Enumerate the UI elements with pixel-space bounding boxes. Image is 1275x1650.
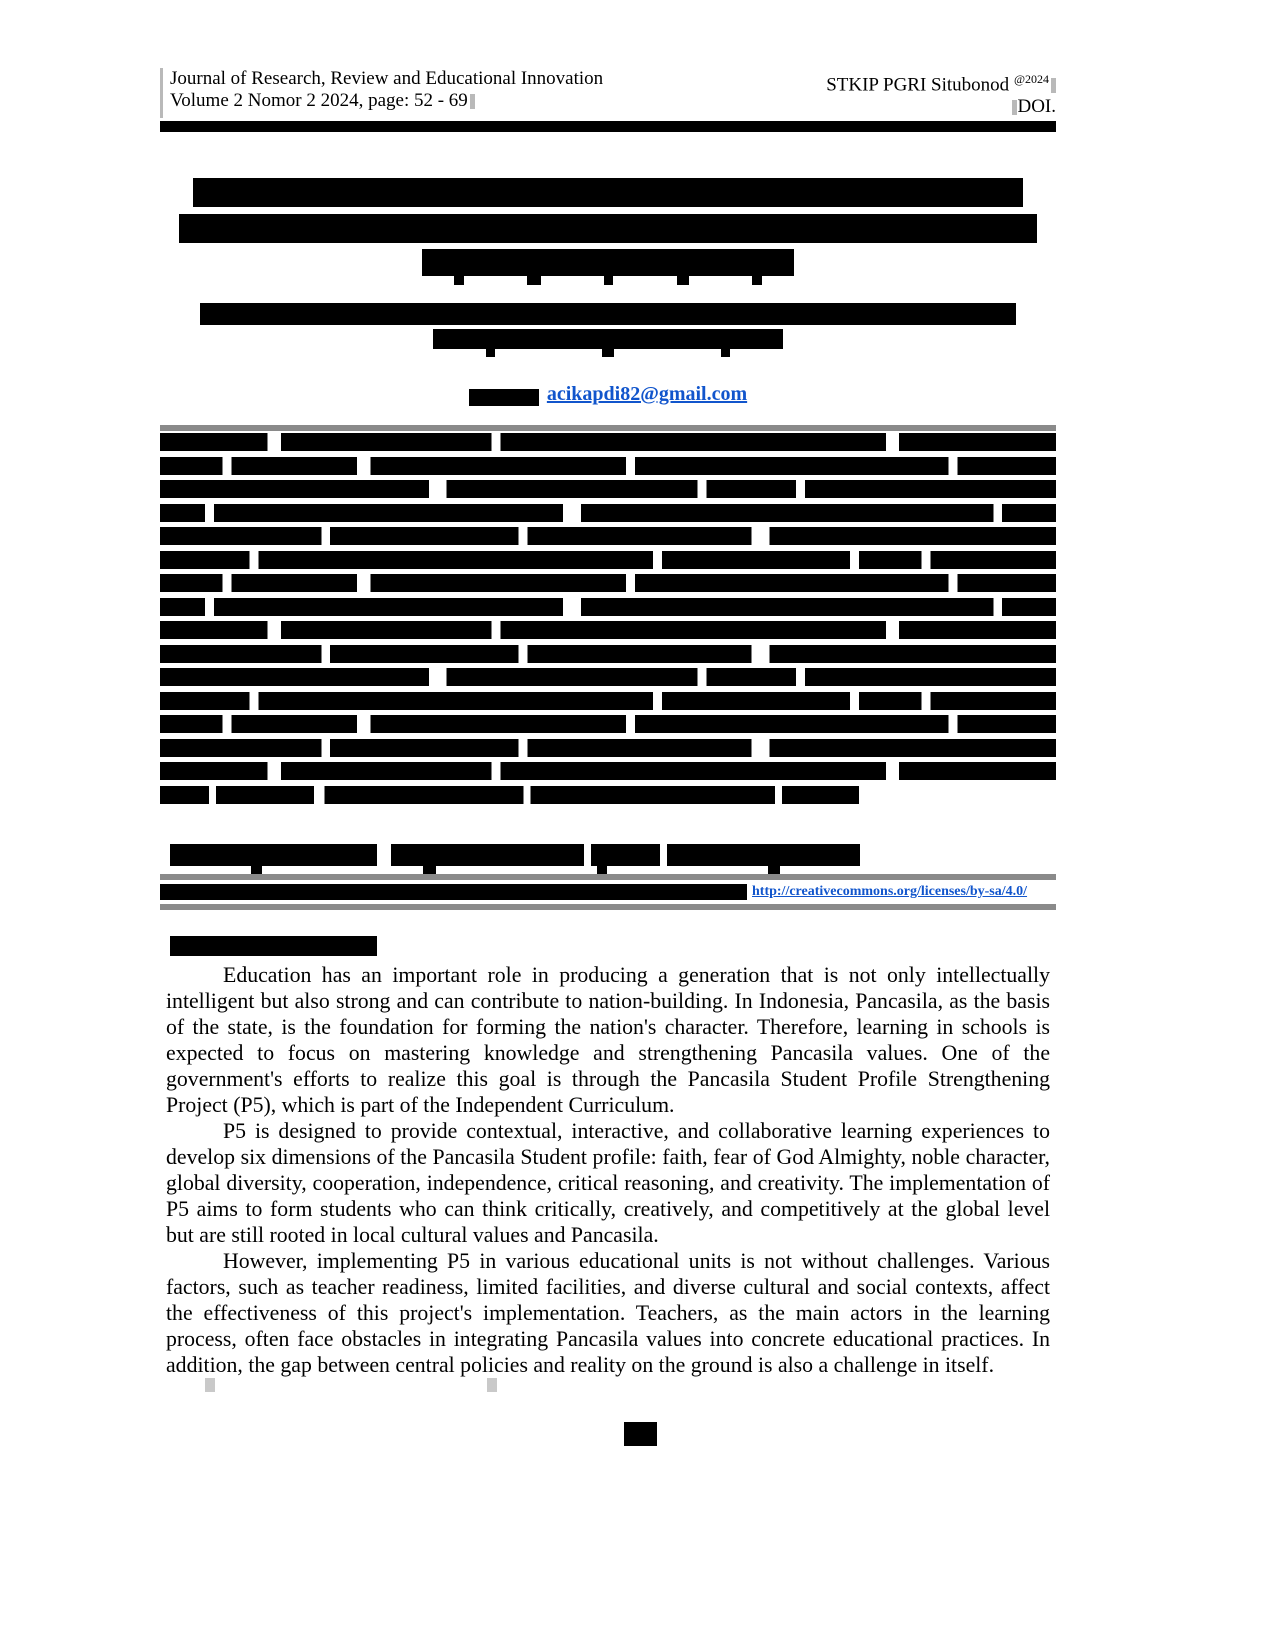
page-header bbox=[160, 68, 1056, 118]
license-top-rule bbox=[160, 874, 1056, 880]
redacted-abstract-line bbox=[160, 621, 1056, 639]
redacted-section-heading bbox=[170, 936, 377, 956]
redacted-license-text bbox=[160, 884, 747, 900]
paragraph-1: Education has an important role in producing a generation that is not only intellectually intelligent but also strong and can contribute to nation-building. In Indonesia, Pancasila, as the basis of the state, is the foundation for forming the nation's character. Therefore, learning in schools is expected to focus on mastering knowledge and strengthening Pancasila values. One of the government's efforts to realize this goal is through the Pancasila Student Profile Strengthening Project (P5), which is part of the Independent Curriculum. bbox=[166, 962, 1050, 1117]
redacted-abstract-line bbox=[160, 762, 1056, 780]
license-bottom-rule bbox=[160, 904, 1056, 910]
redacted-abstract-last-line bbox=[160, 786, 859, 804]
header-divider-bar bbox=[160, 121, 1056, 132]
header-left bbox=[160, 68, 603, 118]
redacted-abstract-line bbox=[160, 715, 1056, 733]
redacted-abstract-line bbox=[160, 457, 1056, 475]
redacted-abstract-line bbox=[160, 739, 1056, 757]
volume-info: Volume 2 Nomor 2 2024, page: 52 - 69 bbox=[170, 90, 603, 112]
abstract-top-rule bbox=[160, 425, 1056, 431]
redacted-email-label bbox=[469, 389, 539, 406]
redacted-author-line bbox=[200, 303, 1016, 325]
redacted-affiliation-line bbox=[433, 329, 783, 349]
journal-title: Journal of Research, Review and Educational Innovation bbox=[170, 68, 604, 89]
redacted-keywords-line bbox=[170, 844, 860, 866]
redacted-abstract-line bbox=[160, 433, 1056, 451]
redacted-affiliation-descenders bbox=[433, 349, 783, 357]
redacted-abstract-line bbox=[160, 645, 1056, 663]
author-email-link[interactable]: acikapdi82@gmail.com bbox=[546, 383, 748, 406]
doi-line bbox=[826, 96, 1056, 118]
redacted-title-line-3 bbox=[422, 249, 794, 276]
redacted-title-line-2 bbox=[179, 214, 1037, 243]
redacted-abstract-line bbox=[160, 692, 1056, 710]
introduction-body bbox=[166, 962, 1050, 1378]
license-url-link[interactable]: http://creativecommons.org/licenses/by-sa/4.0/ bbox=[752, 883, 1028, 899]
highlight-artifact bbox=[1051, 78, 1056, 93]
redacted-page-number bbox=[624, 1422, 657, 1446]
institution-line bbox=[826, 68, 1056, 96]
redacted-abstract-line bbox=[160, 598, 1056, 616]
doi-label: DOI. bbox=[1017, 96, 1056, 118]
email-line bbox=[160, 384, 1056, 406]
redacted-keywords-descenders bbox=[170, 866, 860, 874]
highlight-artifact bbox=[470, 94, 475, 109]
institution: STKIP PGRI Situbonod bbox=[826, 74, 1010, 96]
license-line bbox=[160, 882, 1056, 902]
redacted-abstract-line bbox=[160, 668, 1056, 686]
scan-artifacts bbox=[160, 1378, 1056, 1394]
redacted-abstract-line bbox=[160, 574, 1056, 592]
redacted-abstract-line bbox=[160, 480, 1056, 498]
redacted-title-descenders bbox=[422, 276, 794, 285]
redacted-abstract-line bbox=[160, 504, 1056, 522]
paragraph-2: P5 is designed to provide contextual, interactive, and collaborative learning experiences to develop six dimensions of the Pancasila Student profile: faith, fear of God Almighty, noble character, global diversity, cooperation, independence, critical reasoning, and creativity. The implementation of P5 aims to form students who can think critically, creatively, and competitively at the global level but are still rooted in local cultural values and Pancasila. bbox=[166, 1118, 1050, 1247]
redacted-abstract-block bbox=[160, 433, 1056, 804]
redacted-abstract-line bbox=[160, 551, 1056, 569]
paragraph-3: However, implementing P5 in various educational units is not without challenges. Various factors, such as teacher readiness, limited facilities, and diverse cultural and social contexts, affect the effectiveness of this project's implementation. Teachers, as the main actors in the learning process, often face obstacles in integrating Pancasila values into concrete educational practices. In addition, the gap between central policies and reality on the ground is also a challenge in itself. bbox=[166, 1248, 1050, 1377]
redacted-abstract-line bbox=[160, 527, 1056, 545]
copyright-mark: @2024 bbox=[1013, 72, 1049, 86]
redacted-title-line-1 bbox=[193, 178, 1023, 207]
header-right bbox=[826, 68, 1056, 118]
